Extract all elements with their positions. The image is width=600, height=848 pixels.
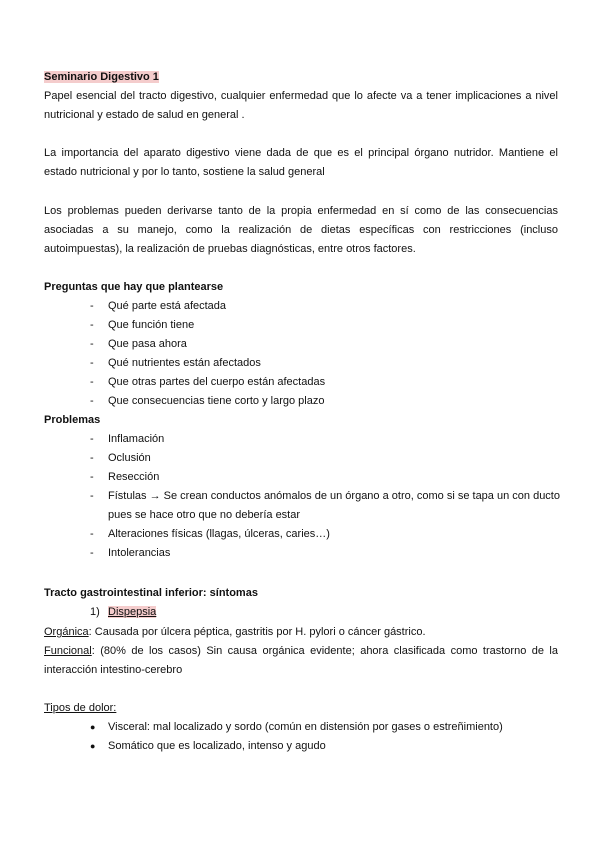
pain-list bbox=[90, 718, 560, 756]
numbered-item-dispepsia: 1) Dispepsia bbox=[90, 606, 157, 618]
list-item: - Que consecuencias tiene corto y largo plazo bbox=[90, 395, 325, 407]
list-item: ● Somático que es localizado, intenso y agudo bbox=[90, 740, 326, 752]
importance-paragraph: La importancia del aparato digestivo viene dada de que es el principal órgano nutridor. Mantiene el estado nutricional y por lo tanto, sostiene la salud general bbox=[44, 147, 558, 178]
organic-paragraph: Orgánica: Causada por úlcera péptica, gastritis por H. pylori o cáncer gástrico. bbox=[44, 626, 426, 638]
list-item: ● Visceral: mal localizado y sordo (común en distensión por gases o estreñimiento) bbox=[90, 721, 503, 733]
list-item: - Resección bbox=[90, 471, 160, 483]
list-item: - Que función tiene bbox=[90, 319, 195, 331]
document-title: Seminario Digestivo 1 bbox=[44, 71, 159, 83]
problems-heading: Problemas bbox=[44, 414, 101, 426]
questions-list bbox=[90, 297, 560, 411]
list-item: - Fístulas → Se crean conductos anómalos de un órgano a otro, como si se tapa un con ducto pues se hace otro que no debería estar bbox=[90, 490, 560, 521]
list-item: - Oclusión bbox=[90, 452, 151, 464]
list-item: - Alteraciones físicas (llagas, úlceras, caries…) bbox=[90, 528, 330, 540]
list-item: - Qué nutrientes están afectados bbox=[90, 357, 261, 369]
list-item: - Que pasa ahora bbox=[90, 338, 187, 350]
functional-paragraph: Funcional: (80% de los casos) Sin causa orgánica evidente; ahora clasificada como trastorno de la interacción intestino-cerebro bbox=[44, 645, 558, 676]
list-item: - Intolerancias bbox=[90, 547, 171, 559]
list-item: - Qué parte está afectada bbox=[90, 300, 227, 312]
pain-heading: Tipos de dolor: bbox=[44, 702, 117, 714]
list-item: - Que otras partes del cuerpo están afectadas bbox=[90, 376, 326, 388]
list-item: - Inflamación bbox=[90, 433, 165, 445]
questions-heading: Preguntas que hay que plantearse bbox=[44, 281, 224, 293]
problems-list bbox=[90, 430, 560, 563]
problems-paragraph: Los problemas pueden derivarse tanto de la propia enfermedad en sí como de las consecuencias asociadas a su manejo, como la realización de dietas específicas con restricciones (incluso autoimpuestas), la realización de pruebas diagnósticas, entre otros factores. bbox=[44, 205, 558, 255]
intro-paragraph: Papel esencial del tracto digestivo, cualquier enfermedad que lo afecte va a tener implicaciones a nivel nutricional y estado de salud en general . bbox=[44, 90, 558, 121]
tract-heading: Tracto gastrointestinal inferior: síntomas bbox=[44, 587, 258, 599]
